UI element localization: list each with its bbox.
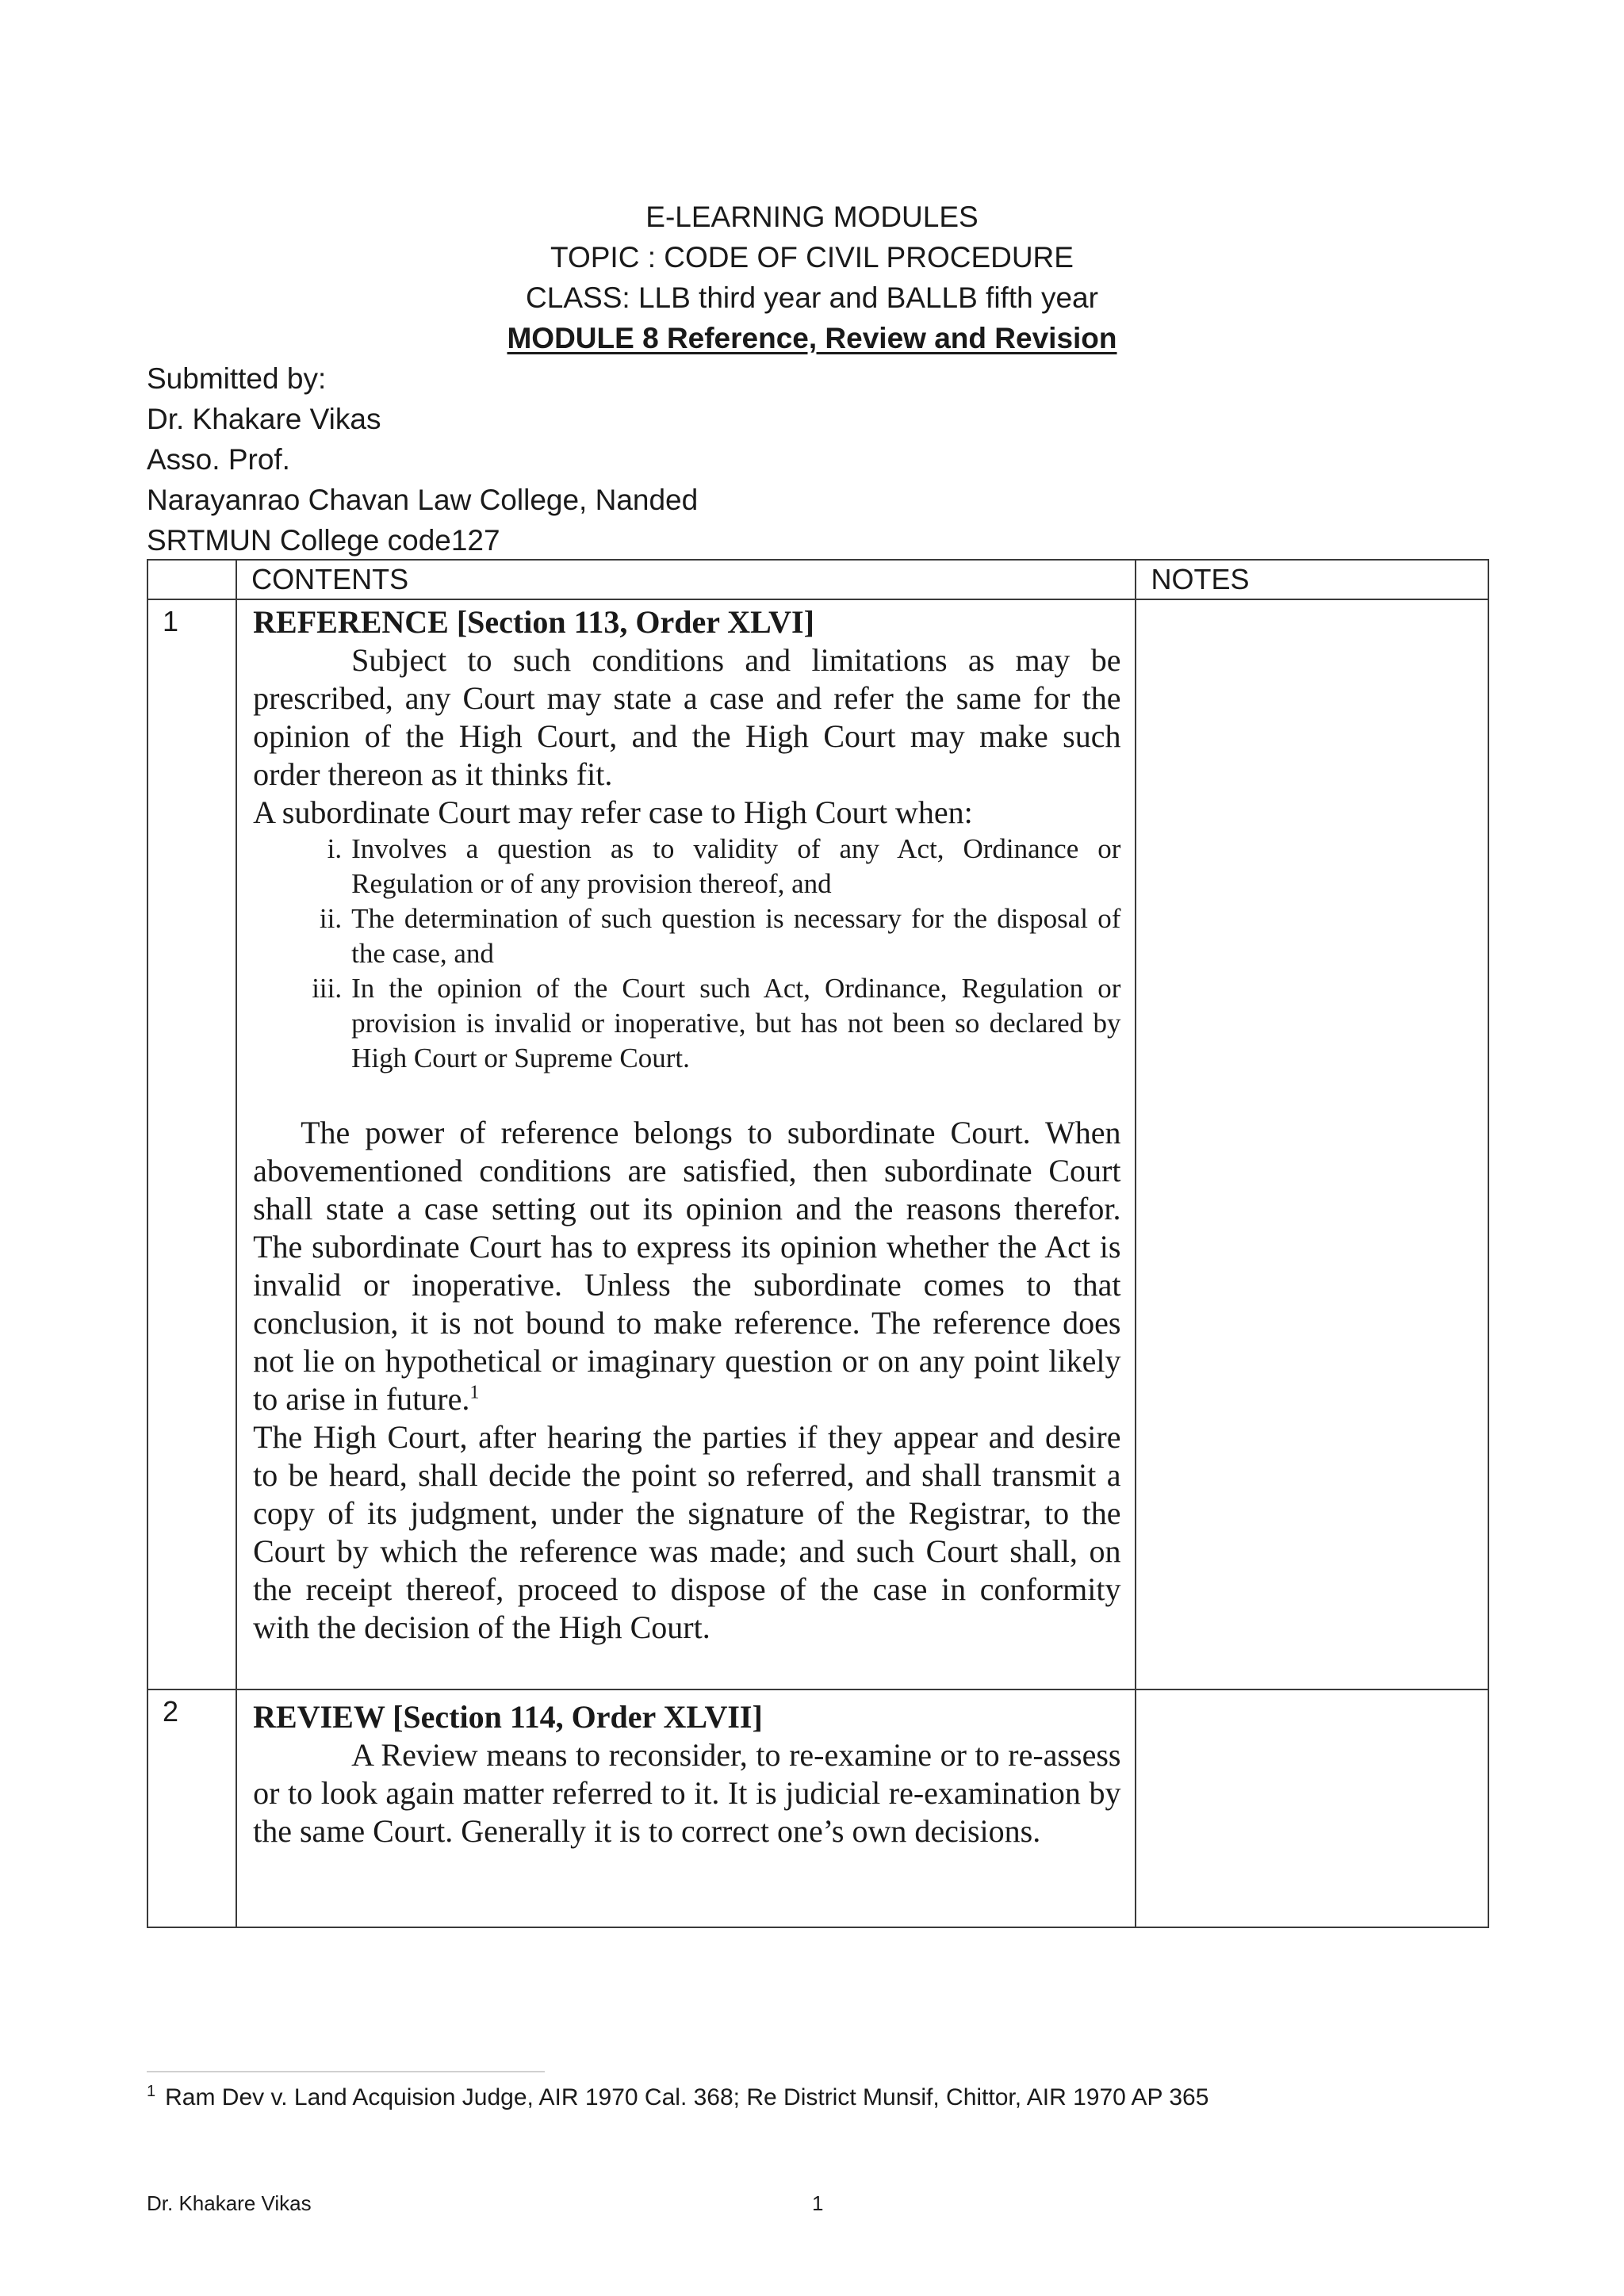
footnote-text: Ram Dev v. Land Acquision Judge, AIR 1970 Cal. 368; Re District Munsif, Chittor, AIR 1970 AP 365 (165, 2084, 1209, 2110)
author-college: Narayanrao Chavan Law College, Nanded (147, 484, 699, 516)
row-contents (236, 599, 1136, 1689)
row-contents (236, 1689, 1136, 1927)
page-number: 1 (812, 2191, 824, 2215)
footnote-separator (147, 2071, 545, 2072)
reference-lead: A subordinate Court may refer case to High Court when: (253, 794, 973, 830)
college-code: SRTMUN College code127 (147, 524, 500, 557)
list-item: i. Involves a question as to validity of any Act, Ordinance or Regulation or of any provision thereof, and (327, 833, 1121, 899)
section-title-reference: REFERENCE [Section 113, Order XLVI] (253, 604, 814, 640)
row-number: 1 (147, 599, 236, 1689)
list-item: iii. In the opinion of the Court such Act, Ordinance, Regulation or provision is invalid or inoperative, but has not been so declared by High Court or Supreme Court. (312, 973, 1121, 1073)
heading-class: CLASS: LLB third year and BALLB fifth year (526, 281, 1098, 314)
header-number-cell (147, 560, 236, 599)
module-title: MODULE 8 Reference, Review and Revision (507, 322, 1117, 354)
heading-topic: TOPIC : CODE OF CIVIL PROCEDURE (550, 241, 1074, 274)
table-header-row (147, 560, 1488, 599)
table-row (147, 599, 1488, 1689)
row-notes (1136, 599, 1488, 1689)
contents-table (147, 559, 1489, 1928)
reference-intro: Subject to such conditions and limitations as may be prescribed, any Court may state a case and refer the same for the opinion of the High Court, and the High Court may make such order thereon as it thinks fit. (253, 642, 1121, 792)
footer-author: Dr. Khakare Vikas (147, 2191, 312, 2215)
heading-line-1: E-LEARNING MODULES (645, 201, 979, 233)
section-title-review: REVIEW [Section 114, Order XLVII] (253, 1699, 763, 1735)
document-heading (0, 197, 1624, 358)
header-contents: CONTENTS (236, 560, 1136, 599)
reference-high-court-paragraph: The High Court, after hearing the parties if they appear and desire to be heard, shall decide the point so referred, and shall transmit a copy of its judgment, under the signature of the Registrar, to the Court by which the reference was made; and such Court shall, on the receipt thereof, proceed to dispose of the case in conformity with the decision of the High Court. (253, 1419, 1121, 1645)
footnote-mark: 1 (147, 2083, 156, 2100)
reference-power-paragraph: The power of reference belongs to subordinate Court. When abovementioned conditions are satisfied, then subordinate Court shall state a case setting out its opinion and the reasons therefor. The subordinate Court has to express its opinion whether the Act is invalid or inoperative. Unless the subordinate comes to that conclusion, it is not bound to make reference. The reference does not lie on hypothetical or imaginary question or on any point likely to arise in future.$^1$ (253, 1115, 1121, 1417)
author-designation: Asso. Prof. (147, 443, 290, 476)
footnote (147, 2081, 1208, 2114)
review-intro: A Review means to reconsider, to re-examine or to re-assess or to look again matter referred to it. It is judicial re-examination by the same Court. Generally it is to correct one’s own decisions. (253, 1737, 1121, 1849)
submitted-label: Submitted by: (147, 362, 327, 395)
submitted-by-block (147, 358, 698, 561)
row-number: 2 (147, 1689, 236, 1927)
list-item: ii. The determination of such question is necessary for the disposal of the case, and (319, 903, 1121, 969)
row-notes (1136, 1689, 1488, 1927)
header-notes: NOTES (1136, 560, 1488, 599)
author-name: Dr. Khakare Vikas (147, 403, 381, 435)
table-row (147, 1689, 1488, 1927)
reference-conditions-list (253, 832, 1120, 1076)
footnote-reference[interactable]: 1 (469, 1382, 480, 1403)
